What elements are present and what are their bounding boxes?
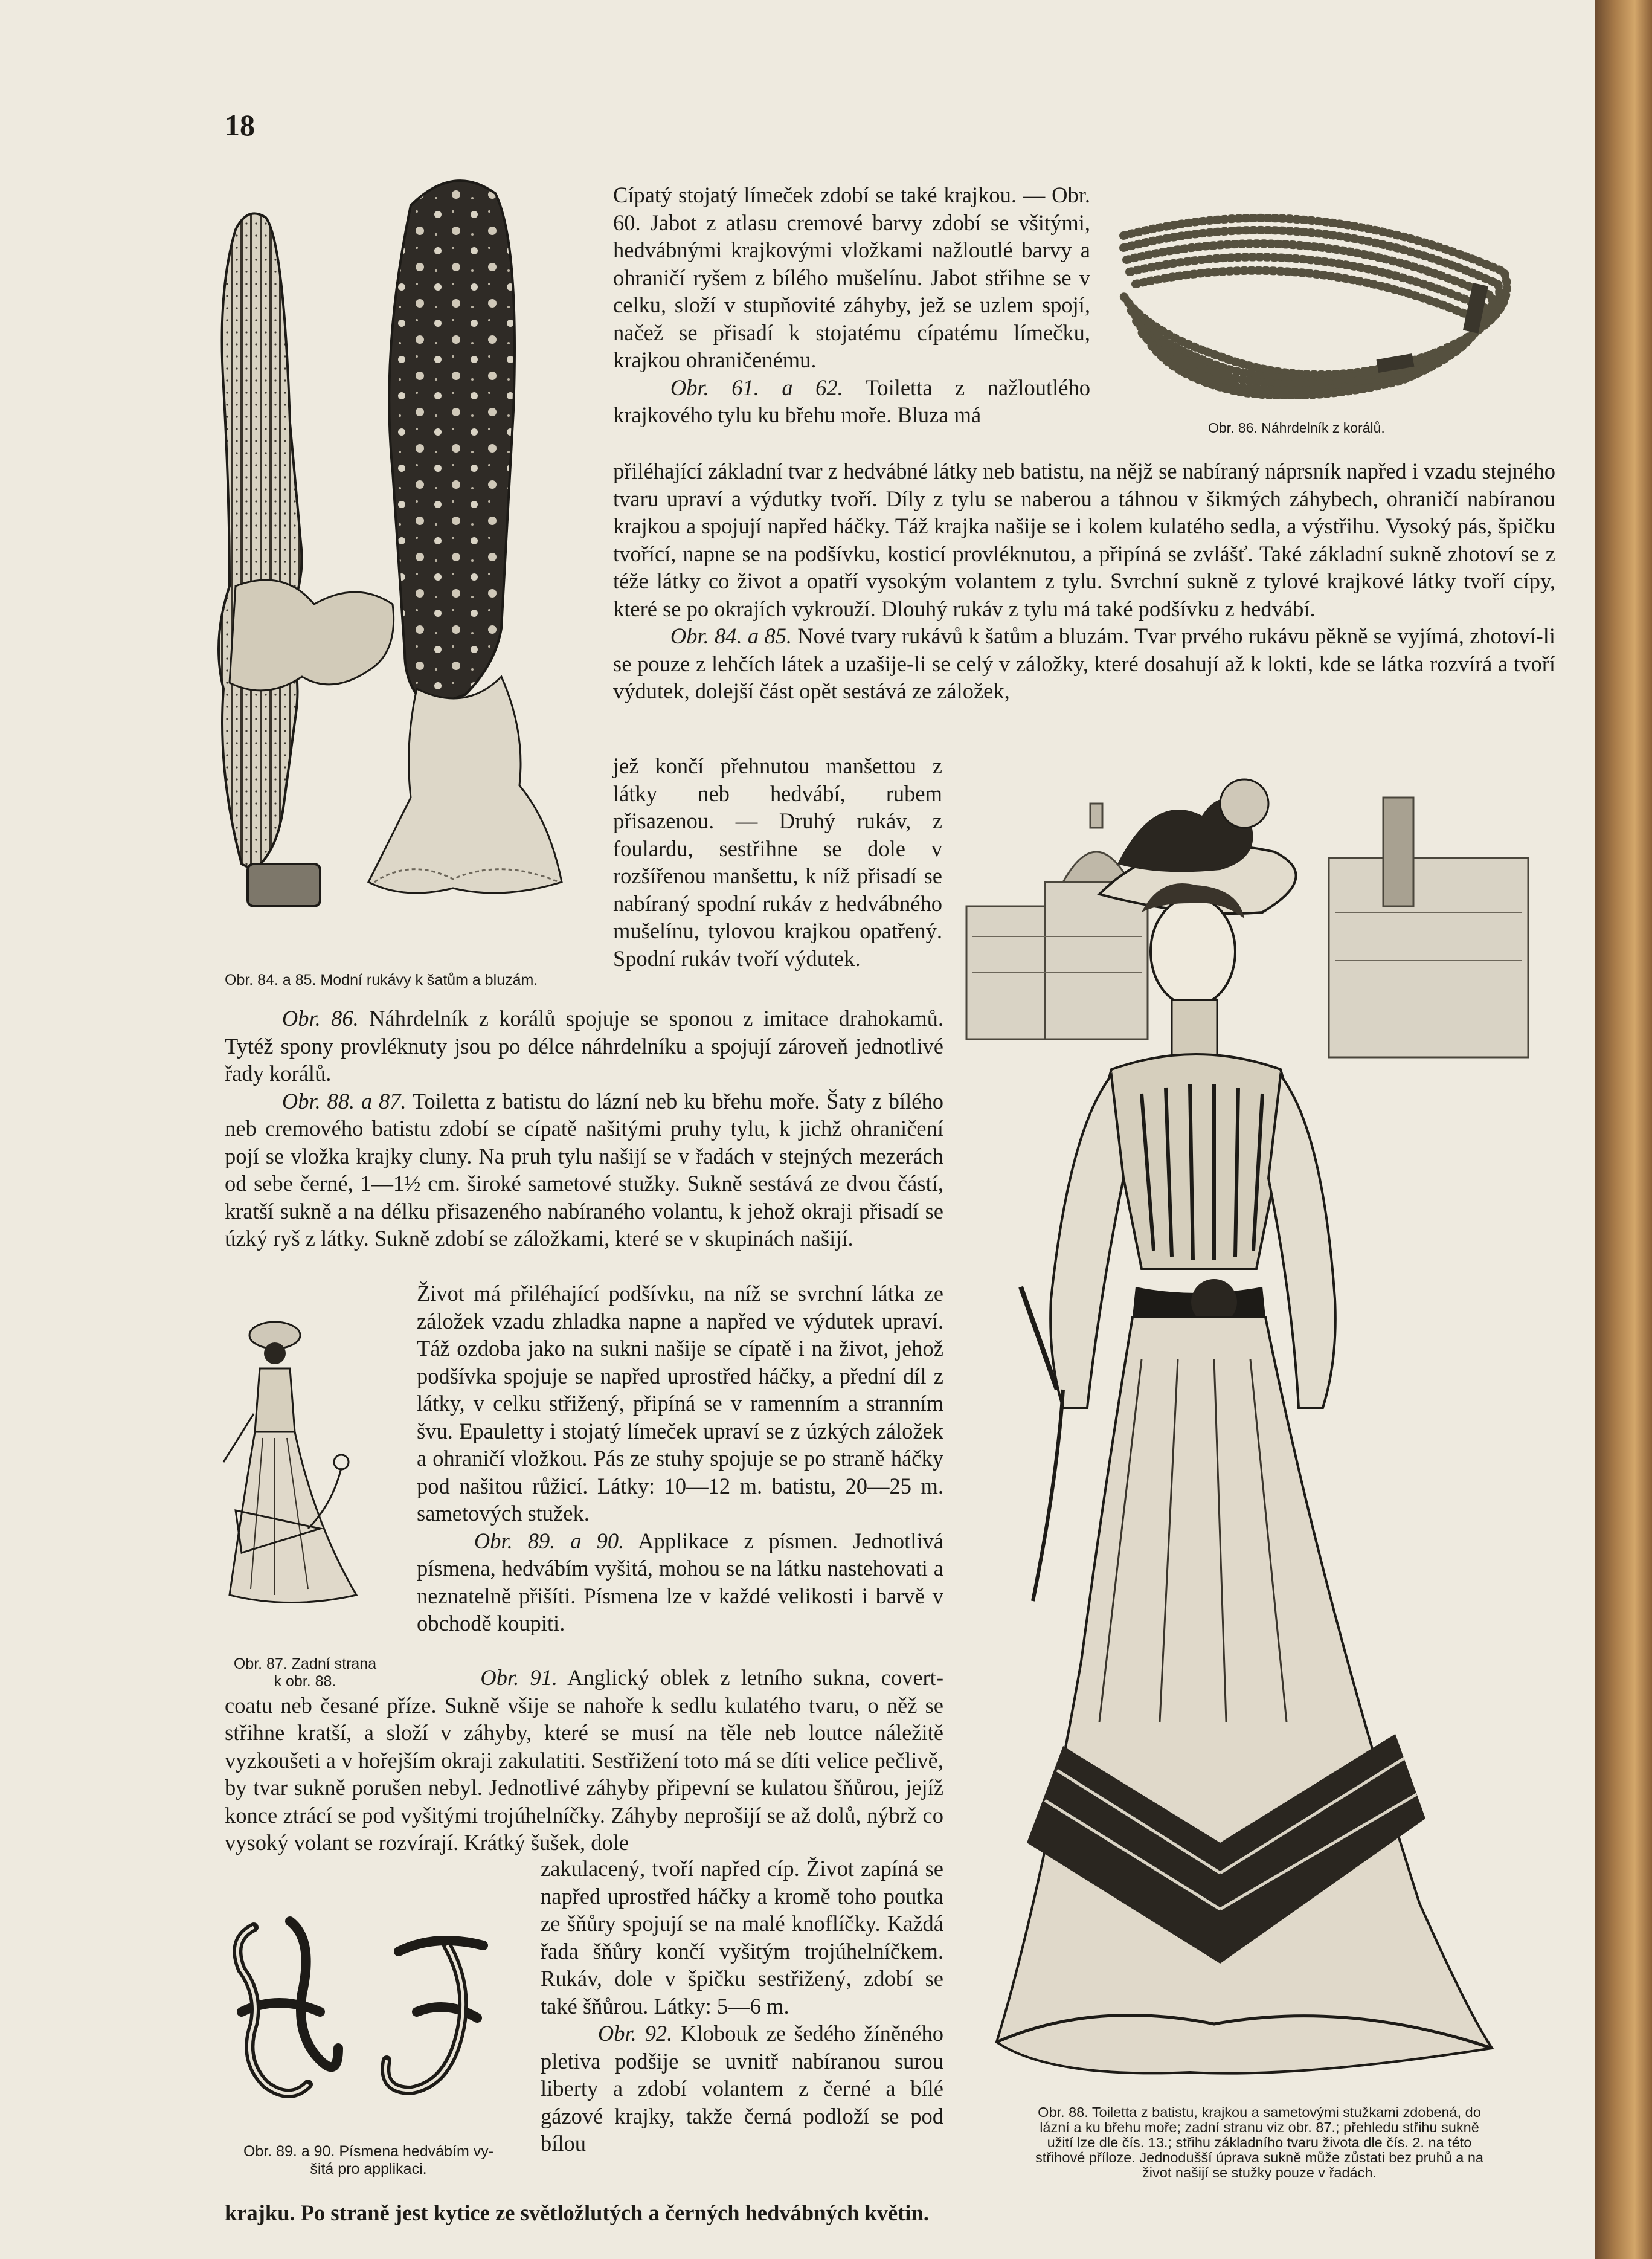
gown-caption xyxy=(954,2105,1564,2180)
paragraph-92: Obr. 92. Klobouk ze šedého žíněného pletiva podšije se uvnitř nabíranou surou liberty a zdobí volantem z černé a bílé gázové krajky, takže černá podloží se pod bílou xyxy=(541,2021,944,2156)
gown-illustration xyxy=(960,755,1558,2084)
figure-reference: Obr. 91. xyxy=(480,1665,558,1690)
paragraph-86: Obr. 86. Náhrdelník z korálů spojuje se sponou z imitace drahokamů. Tytéž spony provléknuty jsou po délce náhrdelníku a spojují zároveň jednotlivé řady korálů. xyxy=(225,1006,943,1086)
paragraph-91-continued: zakulacený, tvoří napřed cíp. Život zapíná se napřed uprostřed háčky a kromě toho poutka ze šňůry spojují se na malé knoflíčky. Každá řada šňůry končí vyšitým trojúhelníčkem. Rukáv, dole v špičku sestřižený, zdobí se také šňůrou. Látky: 5—6 m. Obr. 92. Klobouk ze šedého žíněného pletiva podšije se uvnitř nabíranou surou liberty a zdobí volantem z černé a bílé gázové krajky, takže černá podloží se pod bílou xyxy=(541,1855,943,2157)
figure-reference: Obr. 84. a 85. xyxy=(670,624,792,648)
gown-caption-line: Obr. 88. Toiletta z batistu, krajkou a sametovými stužkami zdobená, do xyxy=(1038,2104,1481,2120)
paragraph-84-85-start: Obr. 84. a 85. Nové tvary rukávů k šatům a bluzám. Tvar prvého rukávu pěkně se vyjímá, zhotoví-li se pouze z lehčích látek a uzašije-li se celý v záložky, které dosahují až k lokti, kde se látka rozvírá a tvoří výdutek, dolejší část opět sestává ze záložek, xyxy=(613,624,1556,703)
back-view-caption-line: Obr. 87. Zadní strana xyxy=(233,1655,377,1672)
paragraph-61-62: přiléhající základní tvar z hedvábné látky neb batistu, na nějž se nabíraný náprsník napřed i vzadu stejného tvaru upraví a výdutky tvoří. Díly z tylu se naberou a táhnou v šikmých záhybech, ohraničí nabíranou krajkou a spojují napřed háčky. Táž krajka našije se i kolem kulatého sedla, a výstřihu. Vysoký pás, špičku tvořící, napne se na podšívku, kosticí provléknutou, a připíná se zvlášť. Také základní sukně zhotoví se z téže látky co život a opatří vysokým volantem z tylu. Svrchní sukně z tylové krajkové látky tvoří cípy, které se po okrajích vykrouží. Dlouhý rukáv z tylu má také podšívku z hedvábí. Obr. 84. a 85. Nové tvary rukávů k šatům a bluzám. Tvar prvého rukávu pěkně se vyjímá, zhotoví-li se pouze z lehčích látek a uzašije-li se celý v záložky, které dosahují až k lokti, kde se látka rozvírá a tvoří výdutek, dolejší část opět sestává ze záložek, xyxy=(613,457,1555,705)
sleeves-illustration xyxy=(211,169,592,924)
monogram-letters-illustration xyxy=(217,1903,519,2127)
gown-caption-line: užití lze dle čís. 13.; střihu základního tvaru života dle čís. 2. na této xyxy=(1047,2135,1472,2150)
gown-caption-line: život našijí se stužky pouze v řadách. xyxy=(1142,2165,1377,2180)
necklace-illustration xyxy=(1111,199,1534,399)
paragraph-86-88 xyxy=(225,1005,943,1252)
monograms-caption-line: Obr. 89. a 90. Písmena hedvábím vy- xyxy=(243,2143,494,2160)
monograms-caption-line: šitá pro applikaci. xyxy=(310,2161,427,2177)
figure-reference: Obr. 89. a 90. xyxy=(474,1528,625,1553)
page-number: 18 xyxy=(225,108,255,142)
monograms-caption xyxy=(217,2143,519,2178)
paragraph-91: Obr. 91. Anglický oblek z letního sukna, covert-coatu neb česané příze. Sukně všije se nahoře k sedlu kulatého tvaru, o něž se střihne kratší, a složí v záhyby, které se musí na těle neb loutce náležitě vyzkoušeti a v hořejším okraji zakulatiti. Sestřižení toto má se díti velice pečlivě, by tvar sukně porušen nebyl. Jednotlivé záhyby připevní se kulatou šňůrou, jejíž konce ztrácí se pod vyšitými trojúhelníčky. Záhyby neprošijí se až dolů, nýbrž co vysoký volant se rozvírají. Krátký šušek, dole xyxy=(225,1665,943,1855)
paragraph-88-87: Obr. 88. a 87. Toiletta z batistu do lázní neb ku břehu moře. Šaty z bílého neb cremového batistu zdobí se cípatě našitými pruhy tylu, k jichž ohraničení pojí se vložka krajky cluny. Na pruh tylu našijí se v řadách v stejných mezerách od sebe černé, 1—1½ cm. široké sametové stužky. Sukně sestává ze dvou částí, kratší sukně a na délku přisazeného nabíraného volantu, k jehož okraji přisadí se úzký ryš z látky. Sukně zdobí se záložkami, které se v skupinách našijí. xyxy=(225,1088,943,1251)
paragraph-88-87-continued: Život má přiléhající podšívku, na níž se svrchní látka ze záložek vzadu zhladka napne a napřed ve výdutek upraví. Táž ozdoba jako na sukni našije se cípatě i na život, jehož podšívka spojuje se napřed uprostřed háčky, a přední díl z látky, v celku střižený, připíná se v ramenním a stranním švu. Epauletty i stojatý límeček upraví se z úzkých záložek a ohraničí vložkou. Pás ze stuhy spojuje se po straně háčky pod našitou růžicí. Látky: 10—12 m. batistu, 20—25 m. sametových stužek. Obr. 89. a 90. Applikace z písmen. Jednotlivá písmena, hedvábím vyšitá, mohou se na látku nastehovati a neznatelně přišíti. Písmena lze v každé velikosti i barvě v obchodě koupiti. xyxy=(417,1280,943,1637)
paragraph-60: Cípatý stojatý límeček zdobí se také krajkou. — Obr. 60. Jabot z atlasu cremové barvy zdobí se všitými, hedvábnými krajkovými vložkami nažloutlé barvy a ohraničí ryšem z bílého mušelínu. Jabot střihne se v celku, složí v stupňovité záhyby, jež se uzlem spojí, načež se přisadí k stojatému cípatému límečku, krajkou ohraničenému. Obr. 61. a 62. Toiletta z nažloutlého krajkového tylu ku břehu moře. Bluza má xyxy=(613,181,1090,429)
back-view-caption-line: k obr. 88. xyxy=(274,1673,336,1690)
paragraph-89-90: Obr. 89. a 90. Applikace z písmen. Jednotlivá písmena, hedvábím vyšitá, mohou se na látku nastehovati a neznatelně přišíti. Písmena lze v každé velikosti i barvě v obchodě koupiti. xyxy=(417,1528,943,1635)
back-view-illustration xyxy=(217,1311,374,1613)
figure-reference: Obr. 88. a 87. xyxy=(281,1088,407,1113)
paragraph-61-62-start: Obr. 61. a 62. Toiletta z nažloutlého krajkového tylu ku břehu moře. Bluza má xyxy=(613,375,1090,427)
figure-reference: Obr. 86. xyxy=(281,1006,359,1031)
sleeves-caption: Obr. 84. a 85. Modní rukávy k šatům a bluzám. xyxy=(225,972,538,988)
necklace-caption: Obr. 86. Náhrdelník z korálů. xyxy=(1208,420,1385,436)
gown-caption-line: střihové příloze. Jednodušší úprava sukně může zůstati bez pruhů a na xyxy=(1035,2150,1483,2165)
paragraph-84-85: jež končí přehnutou manšettou z látky neb hedvábí, rubem přisazenou. — Druhý rukáv, z foulardu, sestřihne se dole v rozšířenou manšettu, k níž přisadí se nabíraný spodní rukáv z hedvábného mušelínu, tylovou krajkou opatřený. Spodní rukáv tvoří výdutek. xyxy=(613,753,942,971)
book-spine xyxy=(1595,0,1652,2259)
paragraph-92-end: krajku. Po straně jest kytice ze světložlutých a černých hedvábných květin. xyxy=(225,2200,929,2225)
gown-caption-line: lázní a ku břehu moře; zadní stranu viz obr. 87.; přehledu střihu sukně xyxy=(1040,2119,1479,2135)
figure-reference: Obr. 61. a 62. xyxy=(670,375,843,400)
figure-reference: Obr. 92. xyxy=(597,2021,673,2046)
